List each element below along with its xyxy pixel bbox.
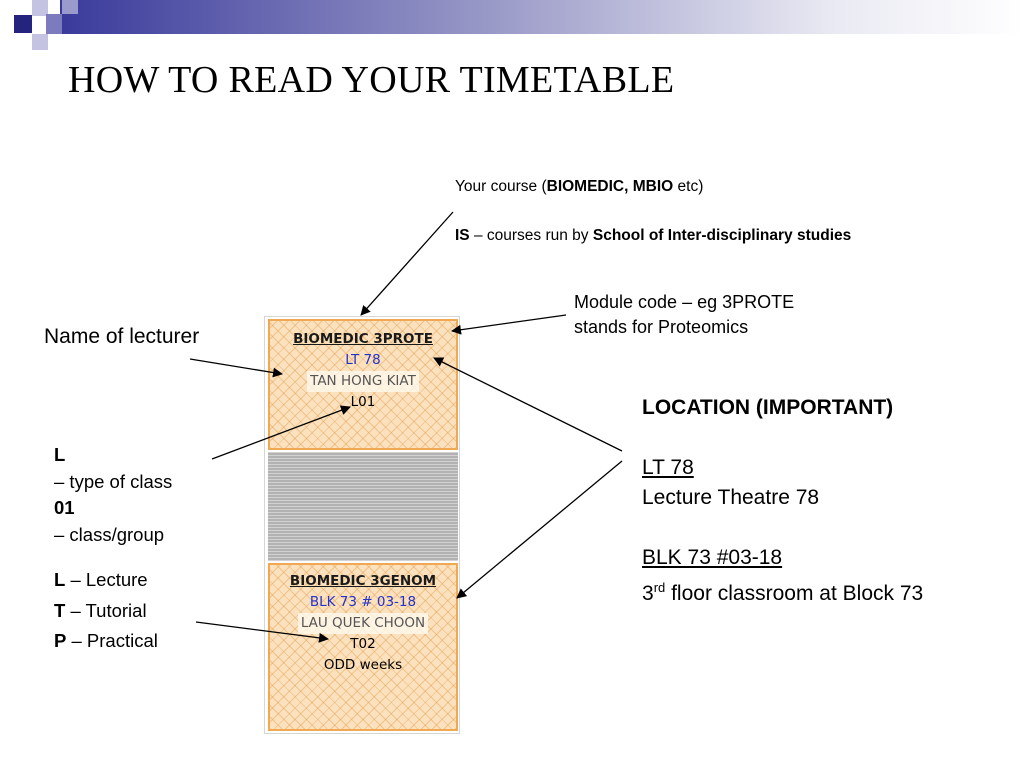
is-line: IS – courses run by School of Inter-disciplinary studies xyxy=(455,227,852,244)
class-code: L01 xyxy=(350,394,376,410)
lecturer-annotation: Name of lecturer xyxy=(44,325,200,348)
weeks-info: ODD weeks xyxy=(323,657,403,673)
location-code: LT 78 xyxy=(345,352,381,368)
arrow-module-code xyxy=(452,315,566,331)
arrow-location-lt xyxy=(434,358,622,451)
module-code-annotation: Module code – eg 3PROTE stands for Proteomics xyxy=(574,292,795,337)
class-code: T02 xyxy=(350,636,376,652)
location-heading: LOCATION (IMPORTANT) xyxy=(642,396,894,419)
arrow-course xyxy=(361,212,453,315)
location-code: BLK 73 # 03-18 xyxy=(309,594,417,610)
module-code: BIOMEDIC 3GENOM xyxy=(289,573,437,589)
location-annotation: LOCATION (IMPORTANT) LT 78 Lecture Theatre 78 BLK 73 #03-18 3rd floor classroom at Block 73 xyxy=(642,393,923,609)
slide-title: HOW TO READ YOUR TIMETABLE xyxy=(68,59,675,101)
lecturer-name: TAN HONG KIAT xyxy=(307,371,419,392)
arrow-tutorial xyxy=(196,622,328,639)
class-type-annotation: L – type of class 01 – class/group L – Lecture T – Tutorial P – Practical xyxy=(54,444,173,651)
course-line: Your course (BIOMEDIC, MBIO etc) xyxy=(455,178,704,195)
arrow-lecturer xyxy=(190,359,282,374)
arrow-location-blk xyxy=(457,461,622,598)
lecturer-name: LAU QUEK CHOON xyxy=(298,613,428,634)
arrow-class-type xyxy=(212,407,350,459)
module-code: BIOMEDIC 3PROTE xyxy=(293,331,433,347)
